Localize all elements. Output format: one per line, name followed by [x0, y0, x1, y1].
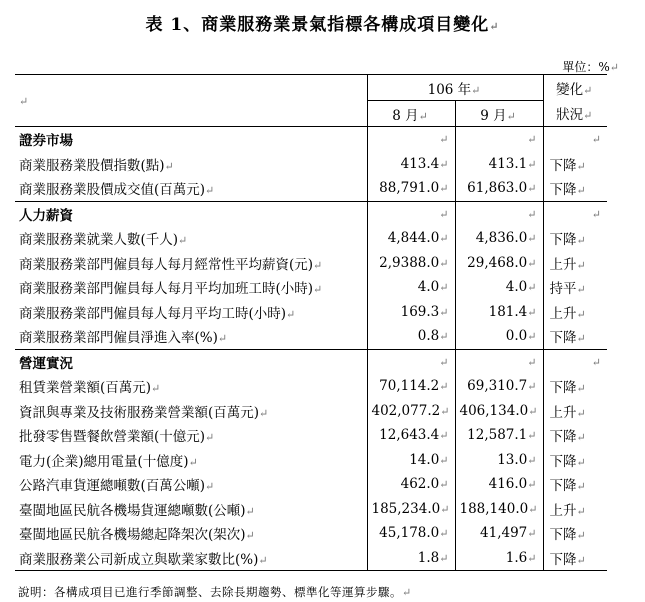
paragraph-mark-icon: ↵	[259, 406, 269, 420]
value-sep: 0.0	[505, 328, 528, 345]
paragraph-mark-icon: ↵	[527, 207, 537, 221]
row-label: 商業服務業部門僱員每人每月平均加班工時(小時)	[19, 281, 314, 298]
value-aug: 185,234.0	[371, 500, 441, 517]
row-label-cell	[15, 399, 367, 424]
change-status: 上升	[549, 256, 577, 273]
section-row	[15, 127, 607, 152]
value-sep-cell	[455, 226, 543, 251]
change-status: 下降	[549, 478, 577, 495]
paragraph-mark-icon: ↵	[489, 20, 500, 33]
section-label-cell	[15, 127, 367, 152]
paragraph-mark-icon: ↵	[439, 157, 449, 171]
row-label: 租賃業營業額(百萬元)	[19, 380, 152, 397]
row-label: 商業服務業部門僱員每人每月經常性平均薪資(元)	[19, 256, 314, 273]
paragraph-mark-icon: ↵	[439, 551, 449, 565]
paragraph-mark-icon: ↵	[286, 307, 296, 321]
indicator-table	[15, 74, 607, 571]
row-label-cell	[15, 251, 367, 276]
value-aug-cell	[367, 399, 455, 424]
paragraph-mark-icon: ↵	[527, 182, 537, 196]
value-sep-cell	[455, 324, 543, 349]
row-label-cell	[15, 521, 367, 546]
section-empty-cell	[455, 127, 543, 152]
paragraph-mark-icon: ↵	[527, 330, 537, 344]
row-label-cell	[15, 176, 367, 201]
paragraph-mark-icon: ↵	[439, 232, 449, 246]
paragraph-mark-icon: ↵	[527, 232, 537, 246]
change-status-cell	[543, 448, 607, 473]
row-label: 商業服務業部門僱員淨進入率(%)	[19, 330, 218, 347]
header-month-a: 8 月	[392, 107, 419, 124]
value-aug: 462.0	[400, 476, 440, 493]
change-status-cell	[543, 497, 607, 522]
paragraph-mark-icon: ↵	[527, 157, 537, 171]
paragraph-mark-icon: ↵	[439, 182, 449, 196]
row-label-cell	[15, 152, 367, 177]
table-row	[15, 152, 607, 177]
paragraph-mark-icon: ↵	[245, 504, 255, 518]
table-row	[15, 546, 607, 571]
table-row	[15, 251, 607, 276]
value-sep-cell	[455, 374, 543, 399]
table-row	[15, 448, 607, 473]
paragraph-mark-icon: ↵	[591, 355, 601, 369]
change-status: 上升	[549, 502, 577, 519]
value-aug: 4.0	[417, 279, 440, 296]
value-aug-cell	[367, 176, 455, 201]
value-sep: 13.0	[497, 451, 528, 468]
header-row-year	[15, 75, 607, 101]
change-status-cell	[543, 226, 607, 251]
value-sep-cell	[455, 546, 543, 571]
paragraph-mark-icon: ↵	[576, 283, 586, 297]
section-name: 證券市場	[19, 133, 73, 150]
value-aug: 70,114.2	[379, 378, 440, 395]
value-aug-cell	[367, 275, 455, 300]
paragraph-mark-icon: ↵	[576, 159, 586, 173]
change-status-cell	[543, 546, 607, 571]
paragraph-mark-icon: ↵	[591, 207, 601, 221]
change-status: 下降	[549, 429, 577, 446]
header-month-b-cell	[455, 101, 543, 127]
value-sep: 406,134.0	[459, 402, 529, 419]
change-status-cell	[543, 423, 607, 448]
header-change-2: 狀況	[556, 107, 584, 124]
value-aug-cell	[367, 226, 455, 251]
paragraph-mark-icon: ↵	[471, 83, 481, 97]
row-label: 電力(企業)總用電量(十億度)	[19, 453, 189, 470]
change-status: 下降	[549, 380, 577, 397]
row-label: 臺閩地區民航各機場總起降架次(架次)	[19, 527, 246, 544]
unit-label	[562, 58, 619, 75]
value-sep-cell	[455, 152, 543, 177]
paragraph-mark-icon: ↵	[19, 94, 29, 108]
change-status-cell	[543, 176, 607, 201]
page-title	[0, 10, 645, 35]
table-row	[15, 324, 607, 349]
table-row	[15, 374, 607, 399]
paragraph-mark-icon: ↵	[576, 455, 586, 469]
table-row	[15, 423, 607, 448]
value-aug: 4,844.0	[387, 230, 440, 247]
value-sep-cell	[455, 448, 543, 473]
change-status: 下降	[549, 551, 577, 568]
value-aug-cell	[367, 251, 455, 276]
paragraph-mark-icon: ↵	[576, 406, 586, 420]
value-aug-cell	[367, 546, 455, 571]
value-aug: 45,178.0	[379, 525, 440, 542]
row-label: 公路汽車貨運總噸數(百萬公噸)	[19, 478, 206, 495]
value-sep-cell	[455, 472, 543, 497]
value-sep: 12,587.1	[467, 427, 528, 444]
change-status-cell	[543, 275, 607, 300]
section-name: 營運實況	[19, 355, 73, 372]
footnote	[18, 584, 412, 600]
row-label-cell	[15, 226, 367, 251]
value-aug: 413.4	[400, 155, 440, 172]
section-empty-cell	[367, 201, 455, 226]
paragraph-mark-icon: ↵	[205, 431, 215, 445]
value-sep-cell	[455, 275, 543, 300]
paragraph-mark-icon: ↵	[527, 380, 537, 394]
row-label-cell	[15, 324, 367, 349]
table-row	[15, 472, 607, 497]
change-status-cell	[543, 251, 607, 276]
value-aug-cell	[367, 324, 455, 349]
paragraph-mark-icon: ↵	[576, 382, 586, 396]
section-row	[15, 349, 607, 374]
value-sep: 181.4	[488, 303, 528, 320]
paragraph-mark-icon: ↵	[245, 529, 255, 543]
value-aug: 88,791.0	[379, 180, 440, 197]
paragraph-mark-icon: ↵	[164, 159, 174, 173]
row-label-cell	[15, 448, 367, 473]
paragraph-mark-icon: ↵	[439, 281, 449, 295]
paragraph-mark-icon: ↵	[439, 527, 449, 541]
change-status: 下降	[549, 453, 577, 470]
paragraph-mark-icon: ↵	[527, 453, 537, 467]
unit-text: 單位：%	[562, 60, 610, 74]
value-sep-cell	[455, 521, 543, 546]
change-status-cell	[543, 521, 607, 546]
row-label: 商業服務業公司新成立與歇業家數比(%)	[19, 551, 259, 568]
value-aug-cell	[367, 472, 455, 497]
value-aug-cell	[367, 300, 455, 325]
value-sep-cell	[455, 497, 543, 522]
header-change-1: 變化	[556, 81, 584, 98]
paragraph-mark-icon: ↵	[609, 61, 619, 74]
paragraph-mark-icon: ↵	[527, 355, 537, 369]
value-sep: 413.1	[488, 155, 528, 172]
value-aug: 169.3	[400, 303, 440, 320]
row-label: 商業服務業就業人數(千人)	[19, 232, 179, 249]
paragraph-mark-icon: ↵	[576, 258, 586, 272]
value-aug: 0.8	[417, 328, 440, 345]
change-status: 持平	[549, 281, 577, 298]
value-aug: 14.0	[409, 451, 440, 468]
title-text: 表 1、商業服務業景氣指標各構成項目變化	[145, 15, 490, 35]
paragraph-mark-icon: ↵	[439, 256, 449, 270]
value-aug: 12,643.4	[379, 427, 440, 444]
section-empty-cell	[367, 349, 455, 374]
section-empty-cell	[455, 201, 543, 226]
paragraph-mark-icon: ↵	[178, 234, 188, 248]
header-year: 106 年	[427, 81, 472, 98]
change-status: 下降	[549, 182, 577, 199]
paragraph-mark-icon: ↵	[439, 453, 449, 467]
table-row	[15, 497, 607, 522]
paragraph-mark-icon: ↵	[576, 332, 586, 346]
change-status: 下降	[549, 527, 577, 544]
paragraph-mark-icon: ↵	[439, 478, 449, 492]
table-row	[15, 399, 607, 424]
paragraph-mark-icon: ↵	[576, 504, 586, 518]
row-label-cell	[15, 300, 367, 325]
header-month-a-cell	[367, 101, 455, 127]
change-status: 上升	[549, 404, 577, 421]
table-row	[15, 226, 607, 251]
paragraph-mark-icon: ↵	[527, 305, 537, 319]
table-row	[15, 521, 607, 546]
paragraph-mark-icon: ↵	[258, 553, 268, 567]
paragraph-mark-icon: ↵	[527, 133, 537, 147]
paragraph-mark-icon: ↵	[313, 283, 323, 297]
section-row	[15, 201, 607, 226]
value-aug: 2,9388.0	[379, 254, 440, 271]
paragraph-mark-icon: ↵	[528, 502, 538, 516]
paragraph-mark-icon: ↵	[591, 133, 601, 147]
row-label: 臺閩地區民航各機場貨運總噸數(公噸)	[19, 502, 246, 519]
value-sep: 1.6	[505, 549, 528, 566]
row-label-cell	[15, 497, 367, 522]
paragraph-mark-icon: ↵	[576, 307, 586, 321]
paragraph-mark-icon: ↵	[527, 527, 537, 541]
value-aug: 1.8	[417, 549, 440, 566]
row-label: 商業服務業部門僱員每人每月平均工時(小時)	[19, 305, 287, 322]
table-row	[15, 176, 607, 201]
change-status-cell	[543, 324, 607, 349]
paragraph-mark-icon: ↵	[527, 551, 537, 565]
paragraph-mark-icon: ↵	[440, 502, 450, 516]
header-change-cell-1	[543, 75, 607, 101]
section-empty-cell	[543, 349, 607, 374]
value-sep: 188,140.0	[459, 500, 529, 517]
header-change-cell-2	[543, 101, 607, 127]
value-sep: 29,468.0	[467, 254, 528, 271]
section-name: 人力薪資	[19, 207, 73, 224]
paragraph-mark-icon: ↵	[576, 431, 586, 445]
header-item-cell	[15, 75, 367, 127]
section-label-cell	[15, 349, 367, 374]
value-sep-cell	[455, 423, 543, 448]
paragraph-mark-icon: ↵	[439, 330, 449, 344]
paragraph-mark-icon: ↵	[576, 529, 586, 543]
paragraph-mark-icon: ↵	[439, 380, 449, 394]
change-status: 上升	[549, 305, 577, 322]
paragraph-mark-icon: ↵	[439, 355, 449, 369]
paragraph-mark-icon: ↵	[583, 83, 593, 97]
change-status-cell	[543, 300, 607, 325]
table-row	[15, 300, 607, 325]
paragraph-mark-icon: ↵	[188, 455, 198, 469]
value-aug-cell	[367, 152, 455, 177]
value-sep: 69,310.7	[467, 378, 528, 395]
paragraph-mark-icon: ↵	[576, 480, 586, 494]
paragraph-mark-icon: ↵	[418, 109, 428, 123]
row-label-cell	[15, 546, 367, 571]
section-empty-cell	[543, 127, 607, 152]
section-empty-cell	[543, 201, 607, 226]
paragraph-mark-icon: ↵	[439, 207, 449, 221]
paragraph-mark-icon: ↵	[439, 305, 449, 319]
value-aug-cell	[367, 521, 455, 546]
footnote-text: 說明：各構成項目已進行季節調整、去除長期趨勢、標準化等運算步驟。	[18, 585, 402, 599]
paragraph-mark-icon: ↵	[151, 382, 161, 396]
value-sep: 416.0	[488, 476, 528, 493]
value-aug-cell	[367, 448, 455, 473]
section-empty-cell	[367, 127, 455, 152]
change-status: 下降	[549, 330, 577, 347]
value-sep: 4,836.0	[475, 230, 528, 247]
paragraph-mark-icon: ↵	[439, 429, 449, 443]
value-sep: 41,497	[480, 525, 528, 542]
change-status-cell	[543, 374, 607, 399]
header-year-cell	[367, 75, 543, 101]
paragraph-mark-icon: ↵	[583, 109, 593, 123]
row-label: 批發零售暨餐飲營業額(十億元)	[19, 429, 206, 446]
paragraph-mark-icon: ↵	[527, 429, 537, 443]
value-sep-cell	[455, 251, 543, 276]
value-aug-cell	[367, 374, 455, 399]
value-aug-cell	[367, 497, 455, 522]
paragraph-mark-icon: ↵	[527, 478, 537, 492]
paragraph-mark-icon: ↵	[313, 258, 323, 272]
row-label-cell	[15, 374, 367, 399]
paragraph-mark-icon: ↵	[205, 480, 215, 494]
row-label-cell	[15, 423, 367, 448]
change-status: 下降	[549, 232, 577, 249]
paragraph-mark-icon: ↵	[217, 332, 228, 346]
value-aug-cell	[367, 423, 455, 448]
row-label: 商業服務業股價成交值(百萬元)	[19, 182, 206, 199]
value-sep: 4.0	[505, 279, 528, 296]
table-row	[15, 275, 607, 300]
paragraph-mark-icon: ↵	[205, 184, 215, 198]
row-label: 資訊與專業及技術服務業營業額(百萬元)	[19, 404, 260, 421]
change-status-cell	[543, 399, 607, 424]
section-empty-cell	[455, 349, 543, 374]
value-sep-cell	[455, 399, 543, 424]
paragraph-mark-icon: ↵	[402, 586, 412, 599]
paragraph-mark-icon: ↵	[506, 109, 516, 123]
paragraph-mark-icon: ↵	[576, 234, 586, 248]
value-sep-cell	[455, 300, 543, 325]
row-label-cell	[15, 472, 367, 497]
value-aug: 402,077.2	[371, 402, 441, 419]
paragraph-mark-icon: ↵	[528, 404, 538, 418]
change-status-cell	[543, 152, 607, 177]
paragraph-mark-icon: ↵	[576, 553, 586, 567]
change-status: 下降	[549, 157, 577, 174]
change-status-cell	[543, 472, 607, 497]
paragraph-mark-icon: ↵	[440, 404, 450, 418]
row-label: 商業服務業股價指數(點)	[19, 157, 165, 174]
paragraph-mark-icon: ↵	[439, 133, 449, 147]
paragraph-mark-icon: ↵	[527, 281, 537, 295]
paragraph-mark-icon: ↵	[576, 184, 586, 198]
header-month-b: 9 月	[480, 107, 507, 124]
paragraph-mark-icon: ↵	[527, 256, 537, 270]
value-sep-cell	[455, 176, 543, 201]
value-sep: 61,863.0	[467, 180, 528, 197]
row-label-cell	[15, 275, 367, 300]
section-label-cell	[15, 201, 367, 226]
